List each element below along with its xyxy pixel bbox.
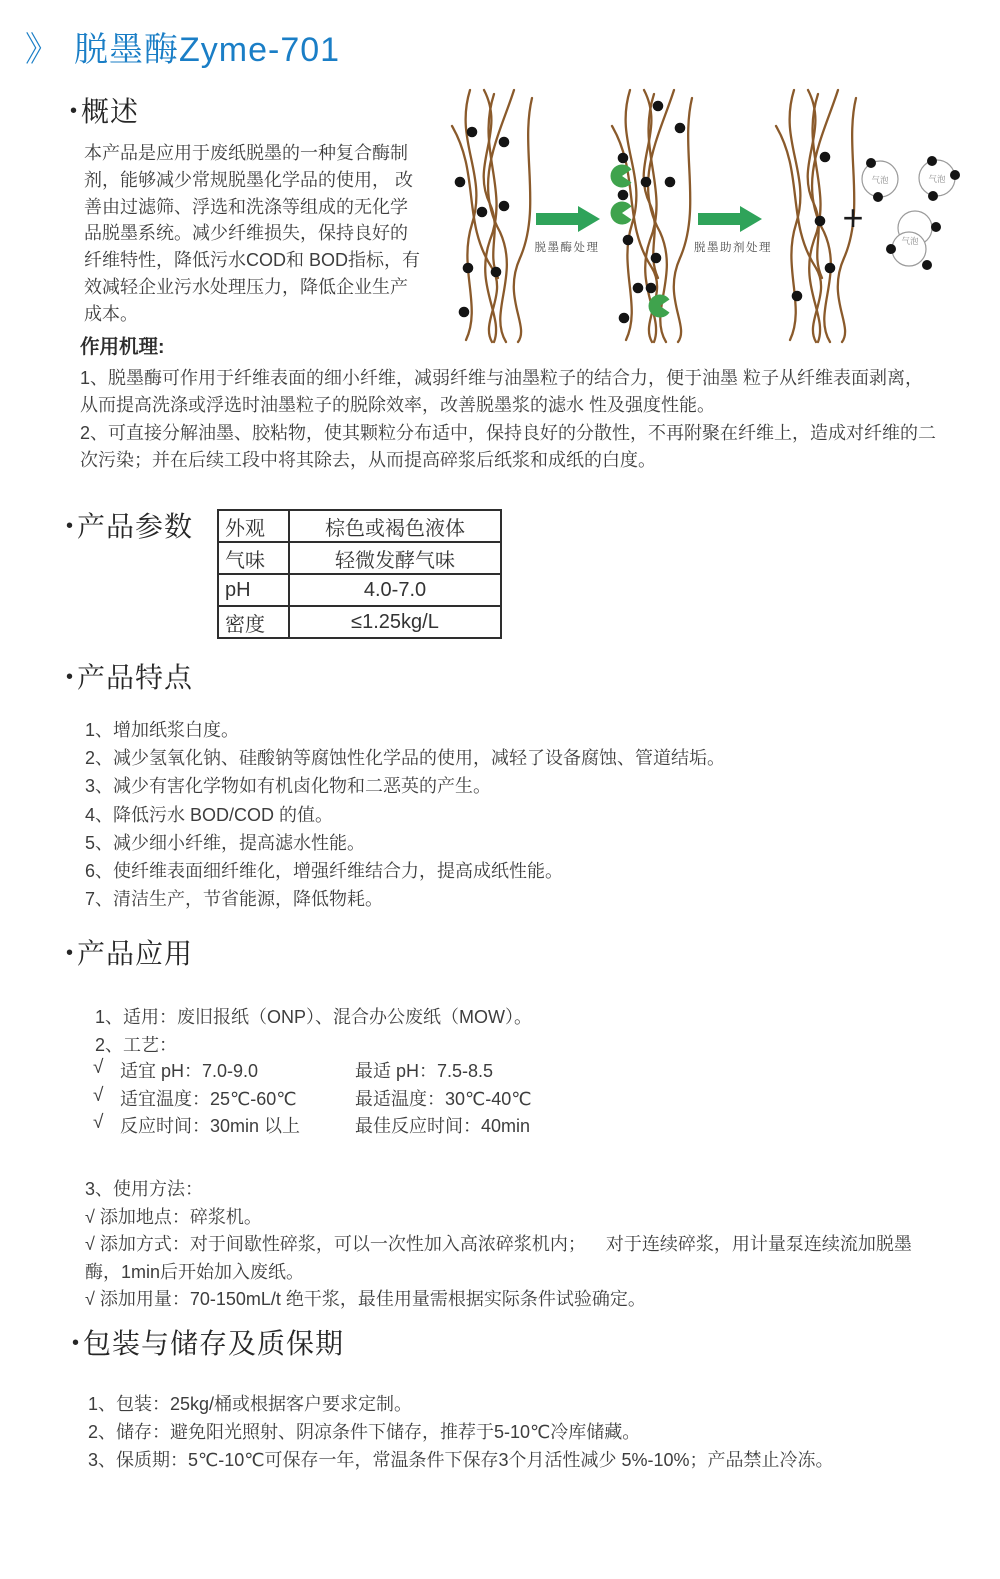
process-arrow-aid [698,206,762,232]
param-row [218,542,501,574]
enzyme-pacman-icon [611,202,632,225]
arrow-label-aid: 脱墨助剂处理 [694,242,772,254]
param-label: 气味 [218,542,289,574]
arrow-label-enzyme: 脱墨酶处理 [534,242,600,254]
application-process-line: 2、工艺： [95,1035,178,1055]
param-label: pH [218,574,289,606]
param-value: ≤1.25kg/L [289,606,501,638]
packaging-heading-text: 包装与储存及质保期 [83,1328,345,1359]
section-heading-overview [70,90,139,130]
features-list [85,716,725,913]
heading-bullet: • [66,942,75,964]
param-value: 棕色或褐色液体 [289,510,501,542]
packaging-item: 1、包装：25kg/桶或根据客户要求定制。 [88,1394,413,1414]
section-heading-parameters [66,505,193,545]
deinking-process-diagram [440,88,1000,346]
feature-item: 4、降低污水 BOD/COD 的值。 [85,804,334,825]
plus-sign: + [842,197,864,238]
process-left: 反应时间：30min 以上 [120,1116,301,1137]
packaging-list [88,1390,834,1475]
process-row [93,1057,531,1085]
process-right: 最适 pH：7.5-8.5 [355,1061,494,1081]
param-label: 密度 [218,606,289,638]
application-heading-text: 产品应用 [77,938,194,969]
overview-paragraph: 本产品是应用于废纸脱墨的一种复合酶制剂，能够减少常规脱墨化学品的使用， 改善由过滤筛、浮选和洗涤等组成的无化学品脱墨系统。减少纤维损失，保持良好的纤维特性，降低污水COD和 BOD指标，有效减轻企业污水处理压力，降低企业生产成本。 [84,143,421,324]
mechanism-section [80,336,936,475]
param-row [218,606,501,638]
overview-heading-text: 概述 [81,96,140,127]
product-parameters-table [217,509,502,639]
check-icon: √ [93,1057,104,1078]
usage-row: √ 添加地点：碎浆机。 [85,1206,262,1227]
section-heading-packaging [72,1322,344,1362]
packaging-item: 3、保质期：5℃-10℃可保存一年，常温条件下保存3个月活性减少 5%-10%；产品禁止冷冻。 [88,1450,834,1471]
param-label: 外观 [218,510,289,542]
application-suitable-line: 1、适用：废旧报纸（ONP）、混合办公废纸（MOW）。 [95,1007,532,1027]
process-left: 适宜 pH：7.0-9.0 [120,1061,259,1081]
page-title [25,22,340,71]
feature-item: 1、增加纸浆白度。 [85,720,240,740]
process-arrow-enzyme [536,206,600,232]
feature-item: 7、清洁生产，节省能源，降低物耗。 [85,889,384,910]
param-row [218,574,501,606]
section-heading-features [66,656,193,696]
process-left: 适宜温度：25℃-60℃ [120,1088,297,1109]
process-spec-rows [93,1057,531,1140]
process-row [93,1085,531,1113]
mechanism-item: 1、脱墨酶可作用于纤维表面的细小纤维，减弱纤维与油墨粒子的结合力，便于油墨 粒子从纤维表面剥离，从而提高洗涤或浮选时油墨粒子的脱除效率，改善脱墨浆的滤水 性及强度性能。 [80,368,924,416]
mechanism-item: 2、可直接分解油墨、胶粘物，使其颗粒分布适中，保持良好的分散性，不再附聚在纤维上，造成对纤维的二次污染；并在后续工段中将其除去，从而提高碎浆后纸浆和成纸的白度。 [80,422,937,471]
heading-bullet: • [72,1332,81,1354]
packaging-item: 2、储存：避免阳光照射、阴凉条件下储存，推荐于5-10℃冷库储藏。 [88,1422,641,1443]
page-title-text: 脱墨酶Zyme-701 [74,31,341,69]
process-row [93,1112,531,1140]
heading-bullet: • [66,515,75,537]
ink-dots-before [455,127,510,318]
bubble-label: 气泡 [928,174,946,184]
bubble-label: 气泡 [901,236,919,246]
mechanism-heading: 作用机理: [80,336,165,358]
param-row [218,510,501,542]
fiber-cluster-before [452,90,532,342]
feature-item: 6、使纤维表面细纤维化，增强纤维结合力，提高成纸性能。 [85,861,564,882]
section-heading-application [66,932,193,972]
process-right: 最佳反应时间：40min [355,1116,531,1137]
usage-row: √ 添加方式：对于间歇性碎浆，可以一次性加入高浓碎浆机内； 对于连续碎浆，用计量泵连续流加脱墨酶，1min后开始加入废纸。 [85,1234,912,1282]
usage-row: √ 添加用量：70-150mL/t 绝干浆，最佳用量需根据实际条件试验确定。 [85,1289,646,1309]
features-heading-text: 产品特点 [77,662,194,693]
feature-item: 3、减少有害化学物如有机卤化物和二恶英的产生。 [85,776,492,797]
bubble-label: 气泡 [871,175,889,185]
process-right: 最适温度：30℃-40℃ [355,1088,532,1109]
usage-method-block [85,1176,930,1314]
heading-bullet: • [70,100,79,122]
feature-item: 5、减少细小纤维，提高滤水性能。 [85,832,366,853]
feature-item: 2、减少氢氧化钠、硅酸钠等腐蚀性化学品的使用，减轻了设备腐蚀、管道结垢。 [85,748,726,769]
parameters-heading-text: 产品参数 [77,511,194,542]
usage-heading: 3、使用方法： [85,1179,204,1199]
title-marker: 》 [25,31,60,69]
check-icon: √ [93,1112,104,1134]
heading-bullet: • [66,666,75,688]
param-value: 4.0-7.0 [289,574,501,606]
param-value: 轻微发酵气味 [289,542,501,574]
check-icon: √ [93,1084,104,1106]
